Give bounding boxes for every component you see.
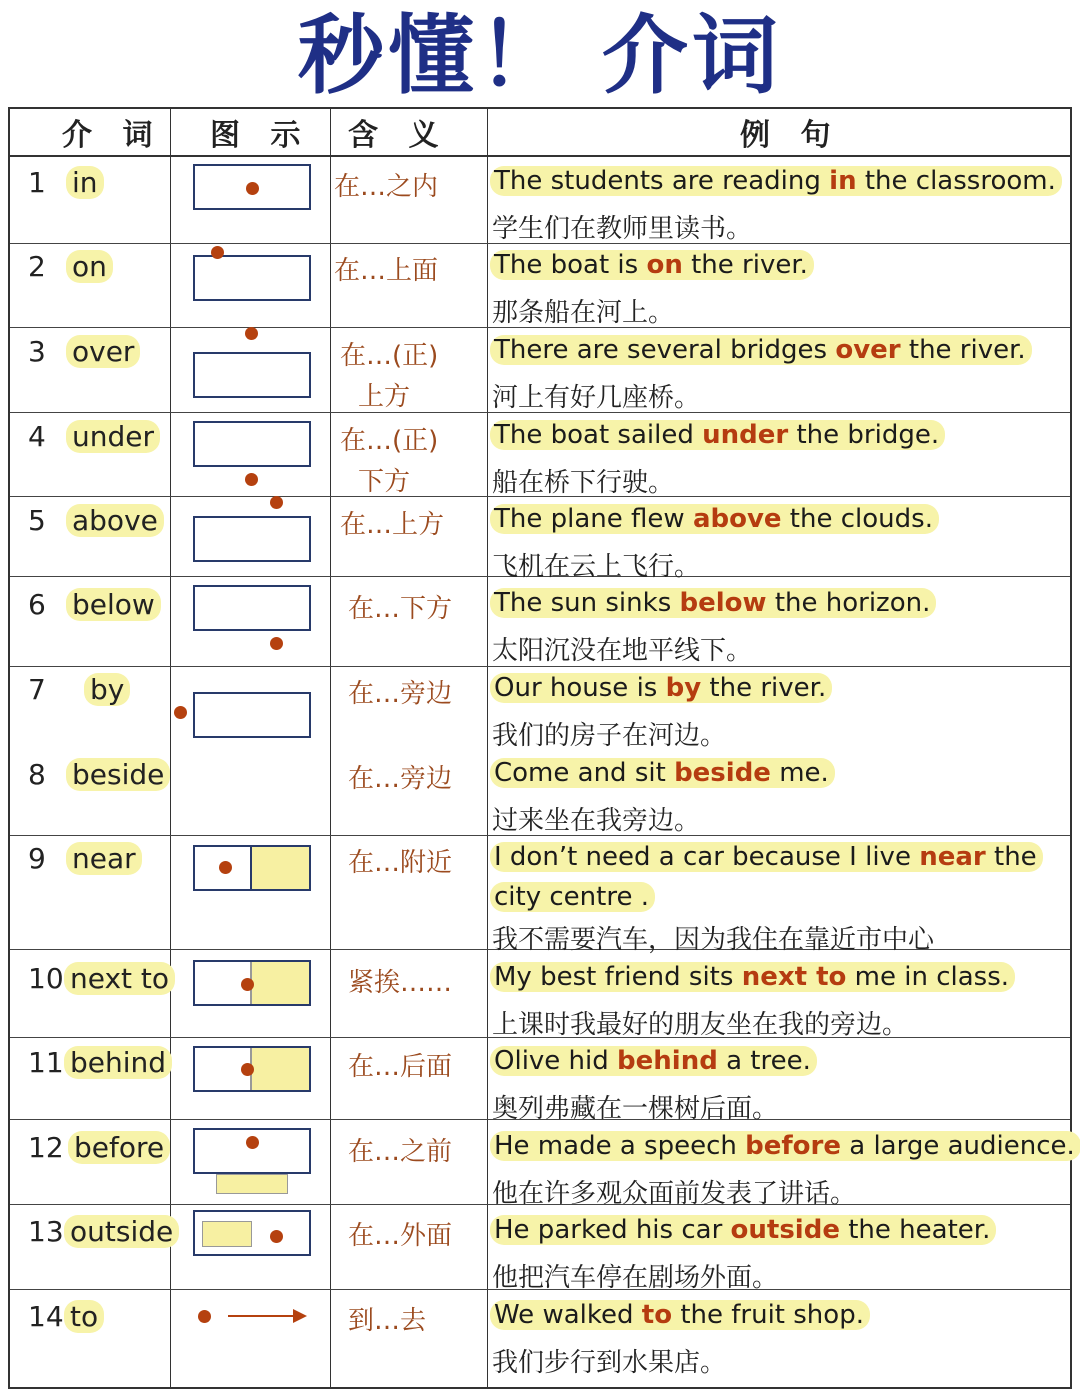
diagram-dot <box>198 1310 211 1323</box>
preposition-word <box>66 250 113 283</box>
example-english <box>490 962 1015 992</box>
example-highlight <box>490 335 1032 365</box>
example-keyword: over <box>835 335 901 365</box>
row-number: 10 <box>28 962 64 995</box>
example-post: a tree. <box>717 1046 811 1076</box>
meaning-text: 在…(正) <box>340 341 439 371</box>
diagram-dot <box>174 706 187 719</box>
example-chinese: 他在许多观众面前发表了讲话。 <box>492 1179 857 1209</box>
example-pre: He made a speech <box>494 1131 746 1161</box>
example-highlight: city centre . <box>490 882 655 912</box>
example-pre: Come and sit <box>494 758 675 788</box>
preposition-text: outside <box>64 1215 179 1248</box>
row-number: 6 <box>28 588 46 621</box>
example-keyword: on <box>646 250 683 280</box>
example-english <box>490 673 832 703</box>
arrow-line <box>228 1315 296 1317</box>
diagram-dot <box>270 637 283 650</box>
example-chinese: 河上有好几座桥。 <box>492 383 701 413</box>
example-keyword: near <box>919 842 986 872</box>
preposition-text: by <box>84 673 130 706</box>
preposition-text: beside <box>66 758 170 791</box>
meaning-text: 在…旁边 <box>348 679 453 709</box>
example-chinese: 学生们在教师里读书。 <box>492 214 753 244</box>
example-english <box>490 1300 870 1330</box>
diagram-box <box>193 255 311 301</box>
diagram-dot <box>246 182 259 195</box>
diagram-front-block <box>216 1174 288 1194</box>
example-chinese: 我不需要汽车，因为我住在靠近市中心 <box>492 925 935 955</box>
example-pre: The boat is <box>494 250 647 280</box>
meaning-text: 在…附近 <box>348 848 453 878</box>
row-number: 7 <box>28 673 46 706</box>
example-keyword: under <box>702 420 789 450</box>
example-post: the fruit shop. <box>672 1300 864 1330</box>
meaning-text: 在…之前 <box>348 1137 453 1167</box>
example-highlight <box>490 842 1043 872</box>
example-english <box>490 250 814 280</box>
header-diagram: 图 示 <box>210 109 320 157</box>
column-divider <box>170 109 171 1387</box>
example-post: the river. <box>900 335 1026 365</box>
example-highlight <box>490 504 939 534</box>
meaning-text: 在…上面 <box>334 256 439 286</box>
example-keyword: next to <box>741 962 847 992</box>
example-english <box>490 1215 996 1245</box>
example-keyword: in <box>829 166 857 196</box>
diagram-dot <box>219 861 232 874</box>
preposition-word <box>66 420 160 453</box>
diagram-divider <box>250 847 252 889</box>
example-post: the river. <box>701 673 827 703</box>
row-number: 2 <box>28 250 46 283</box>
example-pre: He parked his car <box>494 1215 731 1245</box>
example-highlight <box>490 420 945 450</box>
meaning-text: 在…旁边 <box>348 764 453 794</box>
diagram-box <box>193 421 311 467</box>
example-pre: We walked <box>494 1300 642 1330</box>
diagram-box <box>193 692 311 738</box>
preposition-word <box>66 842 142 875</box>
row-number: 11 <box>28 1046 64 1079</box>
meaning-text: 紧挨…… <box>348 968 453 998</box>
preposition-text: above <box>66 504 164 537</box>
example-keyword: to <box>641 1300 673 1330</box>
diagram-dot <box>245 473 258 486</box>
example-chinese: 上课时我最好的朋友坐在我的旁边。 <box>492 1010 909 1040</box>
preposition-text: on <box>66 250 113 283</box>
row-number: 5 <box>28 504 46 537</box>
preposition-word <box>64 962 175 995</box>
example-keyword: by <box>665 673 702 703</box>
meaning-text: 在…上方 <box>340 510 445 540</box>
example-highlight <box>490 1300 870 1330</box>
preposition-word <box>66 335 140 368</box>
example-keyword: beside <box>674 758 771 788</box>
example-highlight <box>490 1046 817 1076</box>
arrow-head <box>293 1309 307 1323</box>
preposition-text: in <box>66 166 104 199</box>
example-english <box>490 842 1043 872</box>
example-highlight <box>490 1131 1080 1161</box>
meaning-text: 到…去 <box>348 1306 427 1336</box>
example-english <box>490 588 936 618</box>
preposition-word <box>66 166 104 199</box>
meaning-text: 上方 <box>358 382 411 412</box>
example-pre: The sun sinks <box>494 588 680 618</box>
example-pre: Olive hid <box>494 1046 618 1076</box>
preposition-text: to <box>64 1300 104 1333</box>
meaning-text: 在…外面 <box>348 1221 453 1251</box>
diagram-box <box>193 1128 311 1174</box>
example-post: the horizon. <box>766 588 931 618</box>
diagram-box <box>193 352 311 398</box>
example-english <box>490 420 945 450</box>
example-highlight <box>490 588 936 618</box>
diagram-dot <box>241 978 254 991</box>
example-post: me in class. <box>846 962 1010 992</box>
example-highlight <box>490 250 814 280</box>
example-english <box>490 504 939 534</box>
example-chinese: 我们步行到水果店。 <box>492 1348 727 1378</box>
example-highlight <box>490 962 1015 992</box>
example-pre: I don’t need a car because I live <box>494 842 920 872</box>
preposition-word <box>66 758 170 791</box>
diagram-dot <box>241 1063 254 1076</box>
example-post: the clouds. <box>781 504 933 534</box>
example-post: the bridge. <box>788 420 940 450</box>
diagram-dot <box>211 246 224 259</box>
preposition-word <box>64 1046 172 1079</box>
preposition-word <box>64 1300 104 1333</box>
row-number: 8 <box>28 758 46 791</box>
preposition-text: below <box>66 588 161 621</box>
preposition-word <box>66 504 164 537</box>
row-number: 4 <box>28 420 46 453</box>
row-number: 12 <box>28 1131 64 1164</box>
example-english <box>490 166 1062 196</box>
example-post: the <box>985 842 1037 872</box>
example-pre: My best friend sits <box>494 962 742 992</box>
preposition-word <box>68 1131 170 1164</box>
example-english-line2 <box>490 882 655 912</box>
example-pre: There are several bridges <box>494 335 836 365</box>
header-meaning: 含 义 <box>348 109 488 157</box>
example-post: a large audience. <box>841 1131 1075 1161</box>
example-pre: The boat sailed <box>494 420 703 450</box>
diagram-dot <box>245 327 258 340</box>
example-chinese: 飞机在云上飞行。 <box>492 552 701 582</box>
column-divider <box>487 109 488 1387</box>
example-post: the river. <box>682 250 808 280</box>
example-english <box>490 1046 817 1076</box>
header-example: 例 句 <box>740 109 860 157</box>
row-number: 3 <box>28 335 46 368</box>
meaning-text: 在…之内 <box>334 172 439 202</box>
diagram-box <box>193 516 311 562</box>
diagram-box <box>193 585 311 631</box>
meaning-text: 在…后面 <box>348 1052 453 1082</box>
preposition-text: before <box>68 1131 170 1164</box>
preposition-text: under <box>66 420 160 453</box>
example-keyword: before <box>745 1131 841 1161</box>
example-keyword: above <box>692 504 782 534</box>
diagram-shaded-area <box>252 1048 309 1090</box>
example-pre: The students are reading <box>494 166 830 196</box>
preposition-word <box>64 1215 179 1248</box>
example-english <box>490 335 1032 365</box>
example-keyword: behind <box>617 1046 718 1076</box>
preposition-text: near <box>66 842 142 875</box>
preposition-word <box>84 673 130 706</box>
preposition-text: behind <box>64 1046 172 1079</box>
row-number: 9 <box>28 842 46 875</box>
preposition-text: over <box>66 335 140 368</box>
example-english <box>490 758 835 788</box>
example-chinese: 我们的房子在河边。 <box>492 721 727 751</box>
meaning-text: 在…下方 <box>348 594 453 624</box>
example-chinese: 船在桥下行驶。 <box>492 468 675 498</box>
example-highlight <box>490 1215 996 1245</box>
example-post: the heater. <box>839 1215 991 1245</box>
example-post: me. <box>770 758 829 788</box>
diagram-inner-block <box>202 1221 252 1247</box>
page-title: 秒懂！ 介词 <box>298 6 782 106</box>
diagram-dot <box>246 1136 259 1149</box>
example-chinese: 奥列弗藏在一棵树后面。 <box>492 1094 779 1124</box>
header-word: 介 词 <box>62 109 172 157</box>
example-highlight <box>490 166 1062 196</box>
column-divider <box>330 109 331 1387</box>
example-keyword: below <box>679 588 767 618</box>
example-post: the classroom. <box>856 166 1056 196</box>
preposition-word <box>66 588 161 621</box>
example-chinese: 那条船在河上。 <box>492 298 675 328</box>
diagram-shaded-area <box>252 847 309 889</box>
example-english <box>490 1131 1080 1161</box>
example-chinese: 过来坐在我旁边。 <box>492 806 701 836</box>
diagram-dot <box>270 496 283 509</box>
example-pre: Our house is <box>494 673 666 703</box>
row-number: 14 <box>28 1300 64 1333</box>
row-number: 13 <box>28 1215 64 1248</box>
row-number: 1 <box>28 166 46 199</box>
diagram-dot <box>270 1230 283 1243</box>
example-highlight <box>490 758 835 788</box>
preposition-text: next to <box>64 962 175 995</box>
example-highlight <box>490 673 832 703</box>
example-keyword: outside <box>730 1215 840 1245</box>
meaning-text: 在…(正) <box>340 426 439 456</box>
example-pre: The plane flew <box>494 504 693 534</box>
example-chinese: 他把汽车停在剧场外面。 <box>492 1263 779 1293</box>
example-chinese: 太阳沉没在地平线下。 <box>492 636 753 666</box>
meaning-text: 下方 <box>358 467 411 497</box>
diagram-shaded-area <box>252 962 309 1004</box>
